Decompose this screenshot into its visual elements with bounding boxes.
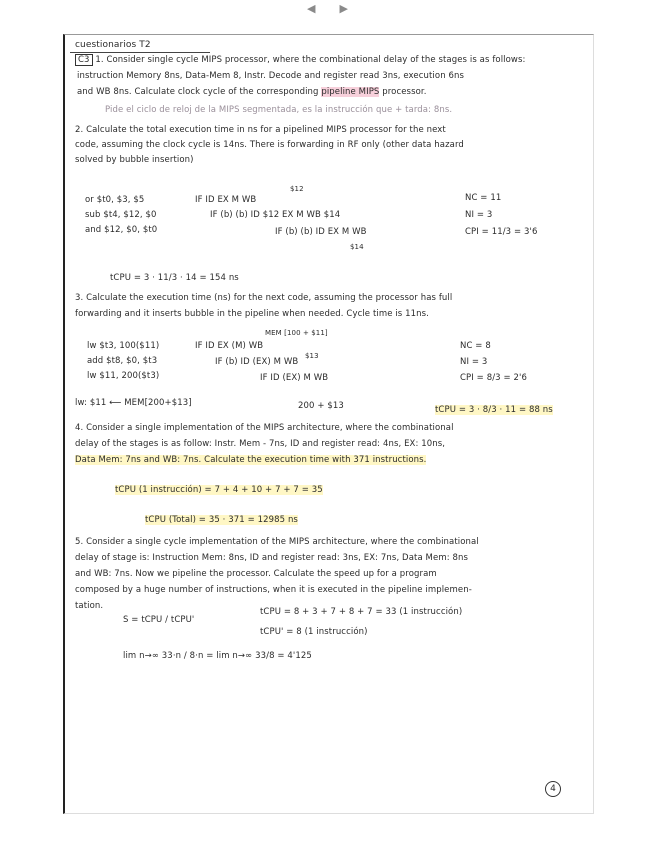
document-page: [63, 34, 594, 814]
q1-number-box: C3: [75, 54, 93, 66]
q2-pipeline-row: IF ID EX M WB: [195, 195, 257, 205]
q3-lw-note: lw: $11 ⟵ MEM[200+$13]: [75, 398, 192, 408]
q4-calc-2: tCPU (Total) = 35 · 371 = 12985 ns: [145, 515, 298, 525]
prev-page-arrow-icon[interactable]: ◀: [307, 2, 316, 15]
q2-line3: solved by bubble insertion): [75, 155, 194, 165]
q5-tcpu-single: tCPU = 8 + 3 + 7 + 8 + 7 = 33 (1 instrucción): [260, 607, 463, 617]
q4-calc-1: tCPU (1 instrucción) = 7 + 4 + 10 + 7 + 7 = 35: [115, 485, 323, 495]
q4-line1: 4. Consider a single implementation of the MIPS architecture, where the combinational: [75, 423, 454, 433]
page-nav: [307, 2, 348, 15]
q2-code-line: or $t0, $3, $5: [85, 195, 145, 205]
q5-line3: and WB: 7ns. Now we pipeline the processor. Calculate the speed up for a program: [75, 569, 437, 579]
q5-line2: delay of stage is: Instruction Mem: 8ns, ID and register read: 3ns, EX: 7ns, Data Mem: 8ns: [75, 553, 468, 563]
q3-mem-note: MEM [100 + $11]: [265, 329, 328, 337]
page-title: cuestionarios T2: [75, 40, 151, 50]
q3-code-line: lw $11, 200($t3): [87, 371, 160, 381]
q2-pipeline-row: IF (b) (b) ID EX M WB: [275, 227, 367, 237]
q5-limit: lim n→∞ 33·n / 8·n = lim n→∞ 33/8 = 4'125: [123, 651, 312, 661]
q1-answer-note: Pide el ciclo de reloj de la MIPS segmentada, es la instrucción que + tarda: 8ns.: [105, 105, 453, 115]
q1-line3: and WB 8ns. Calculate clock cycle of the corresponding pipeline MIPS processor.: [77, 87, 427, 97]
q3-pipeline-row: IF ID (EX) M WB: [260, 373, 329, 383]
q2-stat: NI = 3: [465, 210, 493, 220]
q3-address-note: 200 + $13: [298, 401, 344, 411]
q1-line1: C3 1. Consider single cycle MIPS processor, where the combinational delay of the stages is as follows:: [75, 55, 525, 66]
q5-tcpu-pipeline: tCPU' = 8 (1 instrucción): [260, 627, 368, 637]
q3-stat: NC = 8: [460, 341, 491, 351]
q2-annotation-bottom: $14: [350, 243, 364, 251]
q5-speedup-formula: S = tCPU / tCPU': [123, 615, 195, 625]
q5-line5: tation.: [75, 601, 104, 611]
q2-line1: 2. Calculate the total execution time in ns for a pipelined MIPS processor for the next: [75, 125, 446, 135]
q2-stat: CPI = 11/3 = 3'6: [465, 227, 538, 237]
q4-line2: delay of the stages is as follow: Instr. Mem - 7ns, ID and register read: 4ns, EX: 10ns,: [75, 439, 446, 449]
q5-line1: 5. Consider a single cycle implementation of the MIPS architecture, where the combinational: [75, 537, 479, 547]
next-page-arrow-icon[interactable]: ▶: [339, 2, 348, 15]
title-underline: [70, 52, 210, 53]
q3-annotation: $13: [305, 352, 319, 360]
q3-stat: CPI = 8/3 = 2'6: [460, 373, 527, 383]
q4-line3: Data Mem: 7ns and WB: 7ns. Calculate the execution time with 371 instructions.: [75, 455, 427, 465]
q2-pipeline-row: IF (b) (b) ID $12 EX M WB $14: [210, 210, 341, 220]
page-number: 4: [545, 781, 561, 797]
q2-stat: NC = 11: [465, 193, 502, 203]
q2-line2: code, assuming the clock cycle is 14ns. There is forwarding in RF only (other data hazard: [75, 140, 464, 150]
q3-line1: 3. Calculate the execution time (ns) for the next code, assuming the processor has full: [75, 293, 453, 303]
q3-code-line: add $t8, $0, $t3: [87, 356, 158, 366]
q3-stat: NI = 3: [460, 357, 488, 367]
q2-code-line: and $12, $0, $t0: [85, 225, 158, 235]
q3-tcpu: tCPU = 3 · 8/3 · 11 = 88 ns: [435, 405, 553, 415]
q1-highlight: pipeline MIPS: [321, 87, 380, 97]
q3-pipeline-row: IF ID EX (M) WB: [195, 341, 264, 351]
q3-line2: forwarding and it inserts bubble in the pipeline when needed. Cycle time is 11ns.: [75, 309, 429, 319]
q1-line2: instruction Memory 8ns, Data-Mem 8, Instr. Decode and register read 3ns, execution 6ns: [77, 71, 465, 81]
q2-tcpu: tCPU = 3 · 11/3 · 14 = 154 ns: [110, 273, 239, 283]
q3-code-line: lw $t3, 100($11): [87, 341, 160, 351]
q2-annotation-top: $12: [290, 185, 304, 193]
q3-pipeline-row: IF (b) ID (EX) M WB: [215, 357, 299, 367]
q2-code-line: sub $t4, $12, $0: [85, 210, 157, 220]
q5-line4: composed by a huge number of instructions, when it is executed in the pipeline implemen-: [75, 585, 472, 595]
